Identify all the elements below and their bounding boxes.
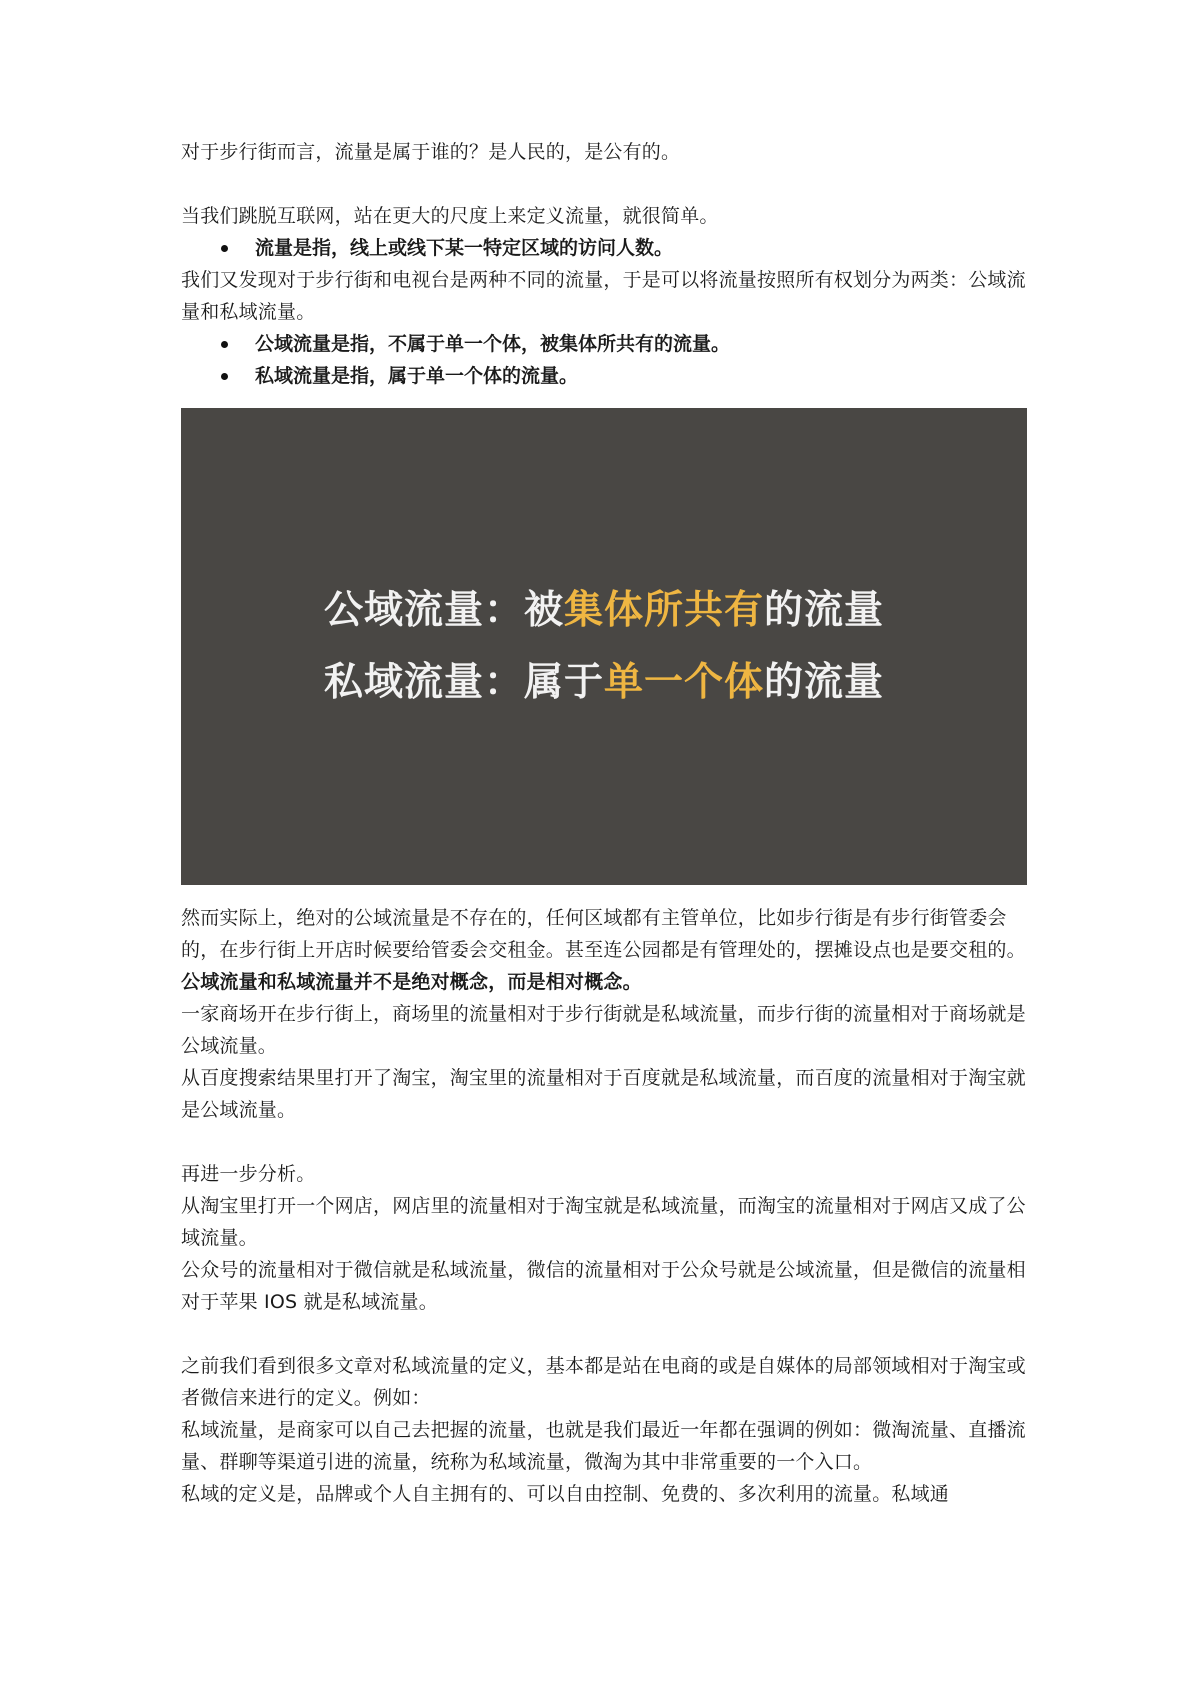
top-margin xyxy=(181,0,1027,136)
paragraph-previous-definitions: 之前我们看到很多文章对私域流量的定义，基本都是站在电商的或是自媒体的局部领域相对于淘宝或者微信来进行的定义。例如： xyxy=(181,1355,1026,1409)
blank-line xyxy=(181,1126,1027,1158)
paragraph-definition-example-1: 私域流量，是商家可以自己去把握的流量，也就是我们最近一年都在强调的例如：微淘流量、直播流量、群聊等渠道引进的流量，统称为私域流量，微淘为其中非常重要的一个入口。 xyxy=(181,1419,1026,1473)
paragraph-wechat-example: 公众号的流量相对于微信就是私域流量，微信的流量相对于公众号就是公域流量，但是微信的流量相对于苹果 IOS 就是私域流量。 xyxy=(181,1259,1026,1313)
slide-line-private xyxy=(324,647,884,719)
blank-line xyxy=(181,168,1027,200)
bullet-list-public-private xyxy=(181,328,1027,392)
paragraph-relative-concept: 公域流量和私域流量并不是绝对概念，而是相对概念。 xyxy=(181,971,642,993)
paragraph-definition-example-2: 私域的定义是，品牌或个人自主拥有的、可以自由控制、免费的、多次利用的流量。私域通 xyxy=(181,1483,950,1505)
slide-line-public-suffix: 的流量 xyxy=(764,587,885,633)
paragraph-mall-example: 一家商场开在步行街上，商场里的流量相对于步行街就是私域流量，而步行街的流量相对于商场就是公域流量。 xyxy=(181,1003,1026,1057)
bullet-list-traffic-definition xyxy=(181,232,1027,264)
bullet-item-traffic-definition xyxy=(181,232,1027,264)
paragraph-define-traffic: 当我们跳脱互联网，站在更大的尺度上来定义流量，就很简单。 xyxy=(181,205,719,227)
bullet-text: 流量是指，线上或线下某一特定区域的访问人数。 xyxy=(255,237,674,259)
slide-line-public-highlight: 集体所共有 xyxy=(563,587,764,633)
paragraph-baidu-example: 从百度搜索结果里打开了淘宝，淘宝里的流量相对于百度就是私域流量，而百度的流量相对于淘宝就是公域流量。 xyxy=(181,1067,1026,1121)
slide-line-public-prefix: 公域流量：被 xyxy=(323,587,564,633)
slide-line-public xyxy=(324,575,884,647)
bullet-text: 私域流量是指，属于单一个体的流量。 xyxy=(255,365,579,387)
slide-line-private-highlight: 单一个体 xyxy=(603,659,764,705)
bullet-item-private-traffic xyxy=(181,360,1027,392)
bullet-dot-icon xyxy=(221,245,228,252)
bullet-item-public-traffic xyxy=(181,328,1027,360)
document-page xyxy=(181,0,1027,1510)
paragraph-no-absolute-public: 然而实际上，绝对的公域流量是不存在的，任何区域都有主管单位，比如步行街是有步行街管委会的，在步行街上开店时候要给管委会交租金。甚至连公园都是有管理处的，摆摊设点也是要交租的。 xyxy=(181,907,1026,961)
blank-line xyxy=(181,1318,1027,1350)
slide-line-private-suffix: 的流量 xyxy=(764,659,885,705)
bullet-dot-icon xyxy=(221,341,228,348)
paragraph-shop-example: 从淘宝里打开一个网店，网店里的流量相对于淘宝就是私域流量，而淘宝的流量相对于网店又成了公域流量。 xyxy=(181,1195,1026,1249)
slide-line-private-prefix: 私域流量：属于 xyxy=(323,659,604,705)
paragraph-two-kinds: 我们又发现对于步行街和电视台是两种不同的流量，于是可以将流量按照所有权划分为两类：公域流量和私域流量。 xyxy=(181,269,1026,323)
paragraph-further-analysis: 再进一步分析。 xyxy=(181,1163,316,1185)
bullet-dot-icon xyxy=(221,373,228,380)
bullet-text: 公域流量是指，不属于单一个体，被集体所共有的流量。 xyxy=(255,333,731,355)
definition-slide-image xyxy=(181,408,1027,885)
paragraph-intro-question: 对于步行街而言，流量是属于谁的？是人民的，是公有的。 xyxy=(181,141,681,163)
